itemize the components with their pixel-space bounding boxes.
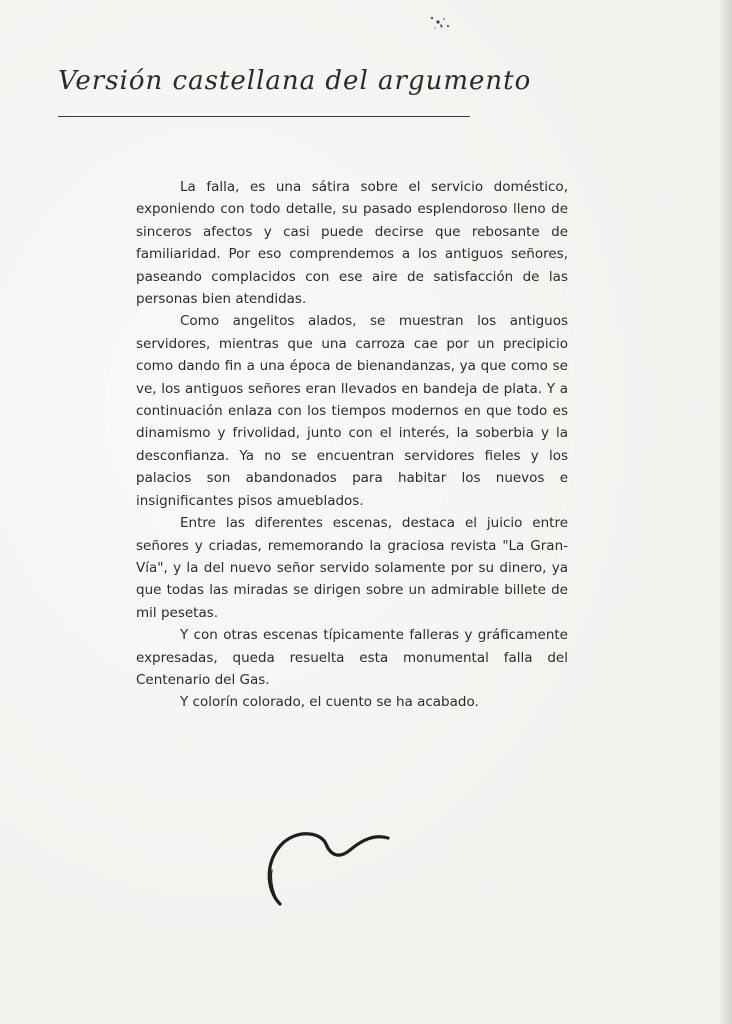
ink-speck-icon: [424, 12, 458, 36]
paragraph: La falla, es una sátira sobre el servicio doméstico, exponiendo con todo detalle, su pasado esplendoroso lleno de sinceros afectos y casi puede decirse que rebosante de familiaridad. Por eso comprendemos a los antiguos señores, paseando complacidos con ese aire de satisfacción de las personas bien atendidas.: [136, 179, 568, 308]
paragraph: Entre las diferentes escenas, destaca el juicio entre señores y criadas, rememorando la graciosa revista "La Gran-Vía", y la del nuevo señor servido solamente por su dinero, ya que todas las miradas se dirigen sobre un admirable billete de mil pesetas.: [136, 515, 568, 621]
page-title: Versión castellana del argumento: [58, 66, 532, 96]
paragraph: Como angelitos alados, se muestran los antiguos servidores, mientras que una carroza cae por un precipicio como dando fin a una época de bienandanzas, ya que como se ve, los antiguos señores eran llevados en bandeja de plata. Y a continuación enlaza con los tiempos modernos en que todo es dinamismo y frivolidad, junto con el interés, la soberbia y la desconfianza. Ya no se encuentran servidores fieles y los palacios son abandonados para habitar los nuevos e insignificantes pisos amueblados.: [136, 313, 568, 509]
title-underline: [58, 116, 470, 117]
paragraph: Y con otras escenas típicamente falleras y gráficamente expresadas, queda resuelta esta monumental falla del Centenario del Gas.: [136, 627, 568, 688]
swash-flourish-icon: [262, 820, 392, 910]
paragraph: Y colorín colorado, el cuento se ha acabado.: [180, 694, 479, 711]
page-edge-shadow: [718, 0, 732, 1024]
body-text: [136, 176, 568, 714]
